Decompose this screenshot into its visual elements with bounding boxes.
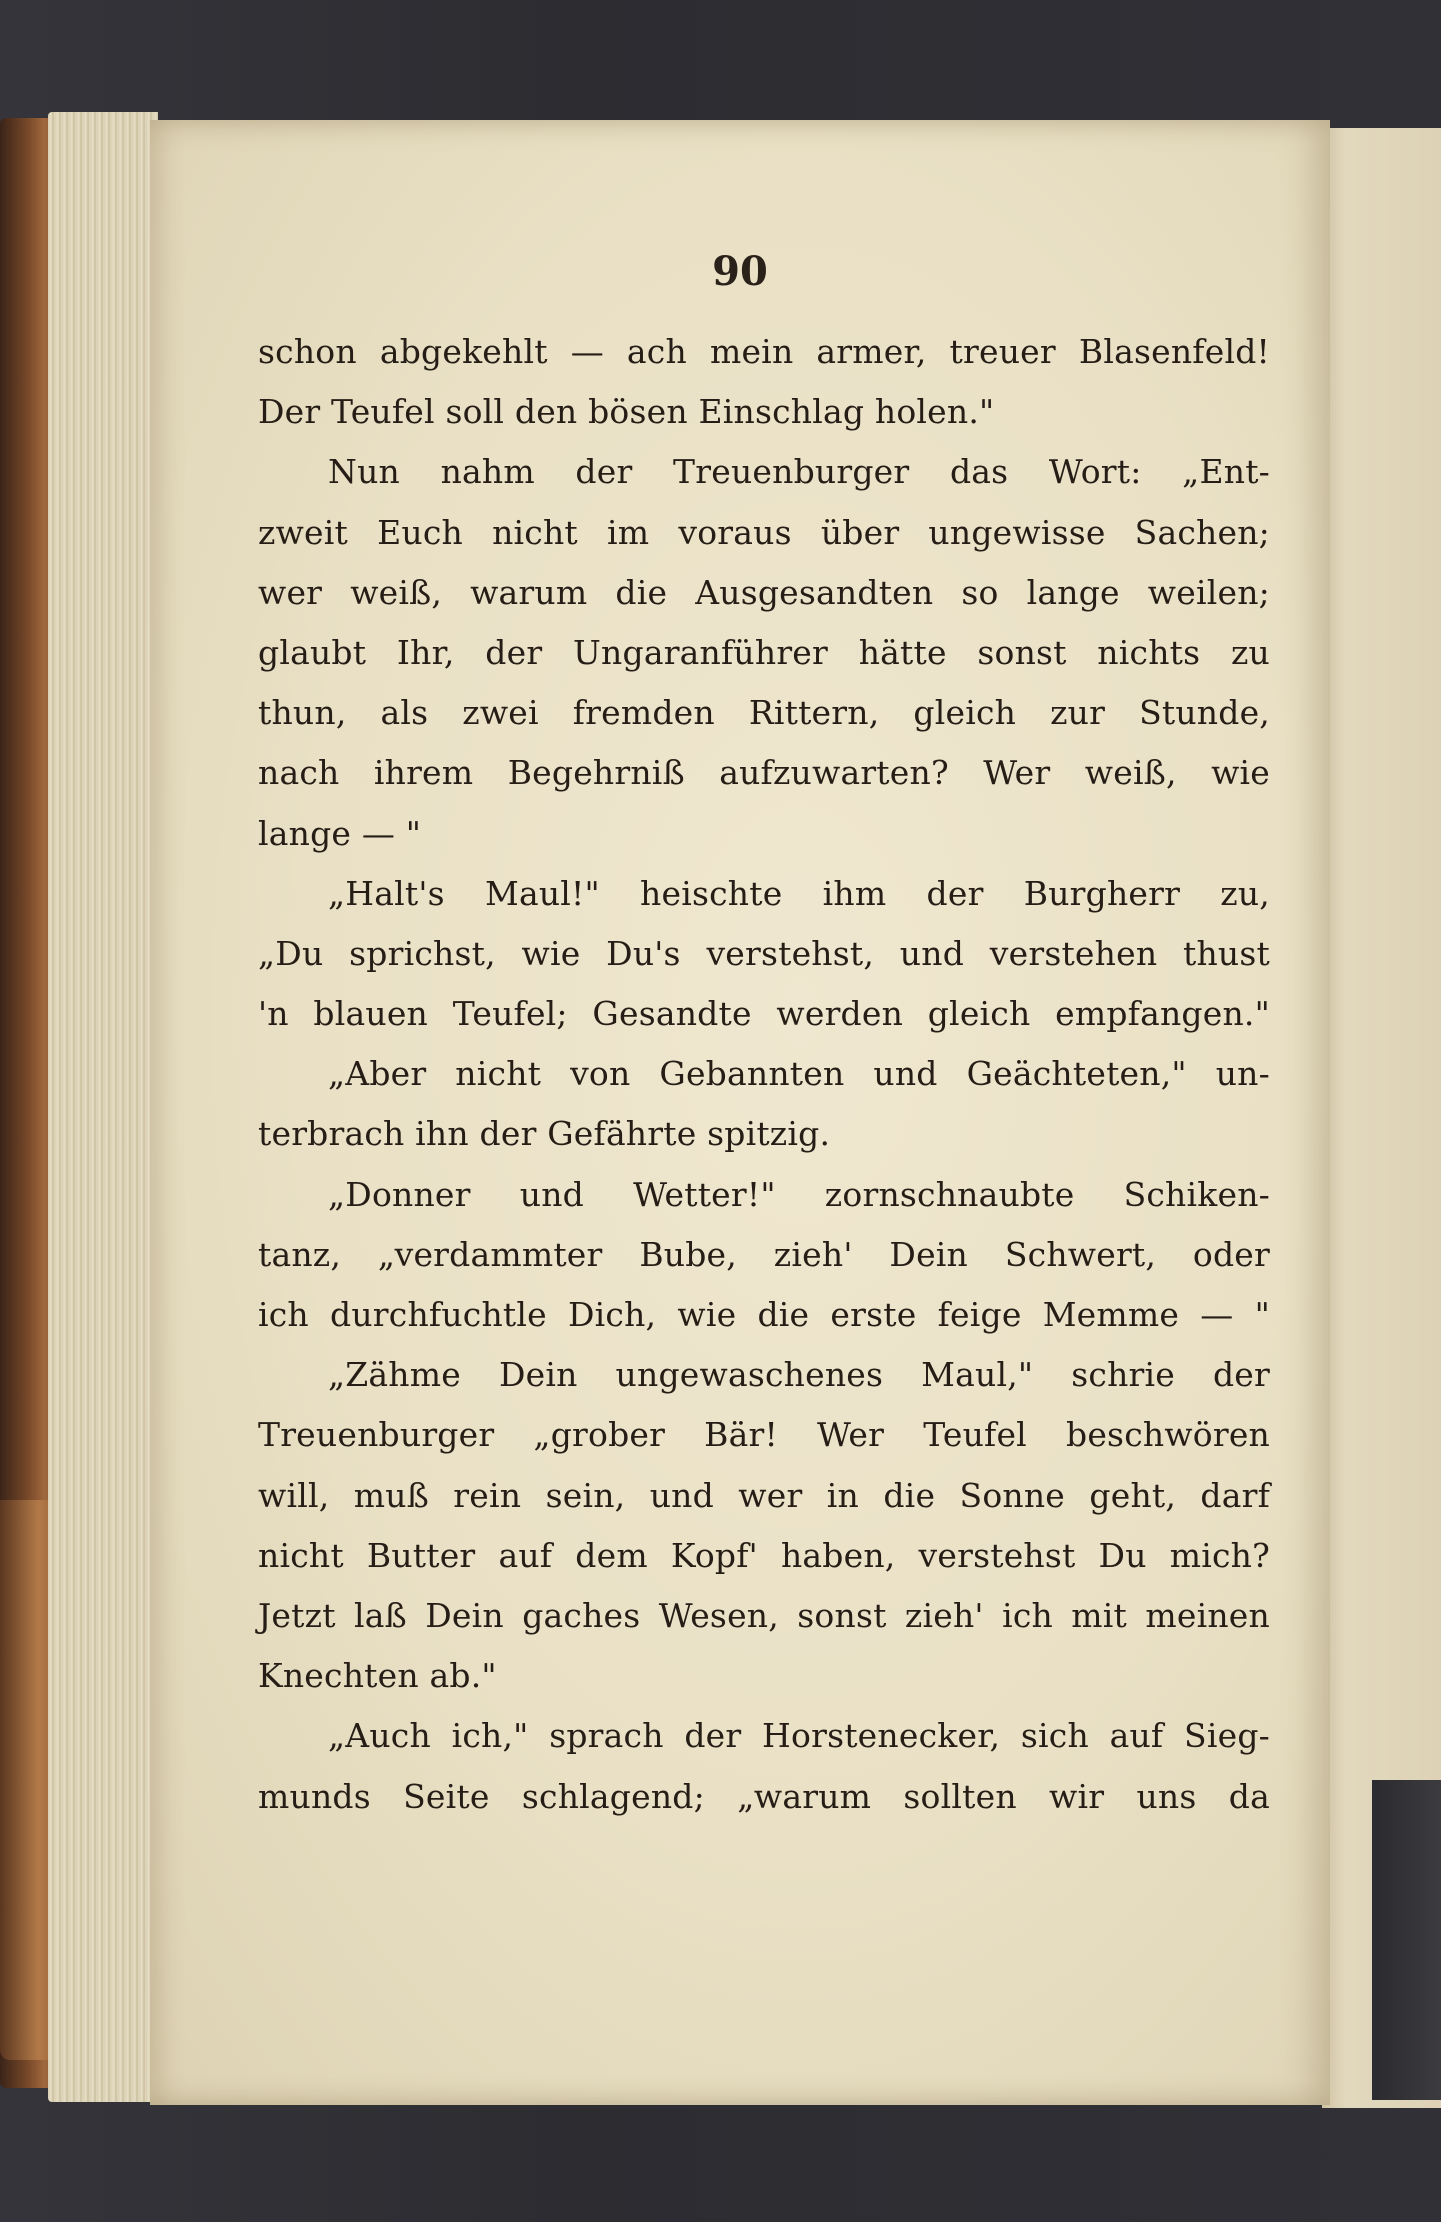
text-line: glaubt Ihr, der Ungaranführer hätte sonst nichts zu (258, 632, 1270, 672)
text-line: „Du sprichst, wie Du's verstehst, und verstehen thust (258, 933, 1270, 973)
text-line: Treuenburger „grober Bär! Wer Teufel beschwören (258, 1415, 1270, 1455)
text-line: Jetzt laß Dein gaches Wesen, sonst zieh' ich mit meinen (258, 1595, 1270, 1635)
text-line: Nun nahm der Treuenburger das Wort: „Ent- (328, 452, 1270, 492)
text-line: „Zähme Dein ungewaschenes Maul," schrie der (328, 1355, 1270, 1395)
text-line: will, muß rein sein, und wer in die Sonne geht, darf (258, 1475, 1270, 1515)
text-line: Der Teufel soll den bösen Einschlag holen." (258, 392, 995, 432)
text-line: 'n blauen Teufel; Gesandte werden gleich empfangen." (258, 994, 1270, 1034)
text-line: munds Seite schlagend; „warum sollten wir uns da (258, 1776, 1270, 1816)
text-line: zweit Euch nicht im voraus über ungewisse Sachen; (258, 512, 1270, 552)
text-line: nach ihrem Begehrniß aufzuwarten? Wer weiß, wie (258, 753, 1270, 793)
text-line: „Donner und Wetter!" zornschnaubte Schiken- (328, 1174, 1270, 1214)
text-line: „Halt's Maul!" heischte ihm der Burgherr zu, (328, 873, 1270, 913)
page-number: 90 (712, 248, 768, 295)
text-line: lange — " (258, 813, 422, 853)
text-line: wer weiß, warum die Ausgesandten so lange weilen; (258, 572, 1270, 612)
text-line: „Auch ich," sprach der Horstenecker, sich auf Sieg- (328, 1716, 1270, 1756)
text-line: nicht Butter auf dem Kopf' haben, verstehst Du mich? (258, 1535, 1270, 1575)
text-line: „Aber nicht von Gebannten und Geächteten," un- (328, 1054, 1270, 1094)
page-stack-edges (48, 112, 158, 2102)
text-line: thun, als zwei fremden Rittern, gleich zur Stunde, (258, 693, 1270, 733)
text-line: terbrach ihn der Gefährte spitzig. (258, 1114, 831, 1154)
page-text (258, 322, 1270, 1827)
text-line: tanz, „verdammter Bube, zieh' Dein Schwert, oder (258, 1234, 1270, 1274)
text-line: Knechten ab." (258, 1656, 497, 1696)
book-cover-right (1372, 1780, 1441, 2100)
text-line: ich durchfuchtle Dich, wie die erste feige Memme — " (258, 1295, 1270, 1334)
text-line: schon abgekehlt — ach mein armer, treuer Blasenfeld! (258, 332, 1270, 371)
